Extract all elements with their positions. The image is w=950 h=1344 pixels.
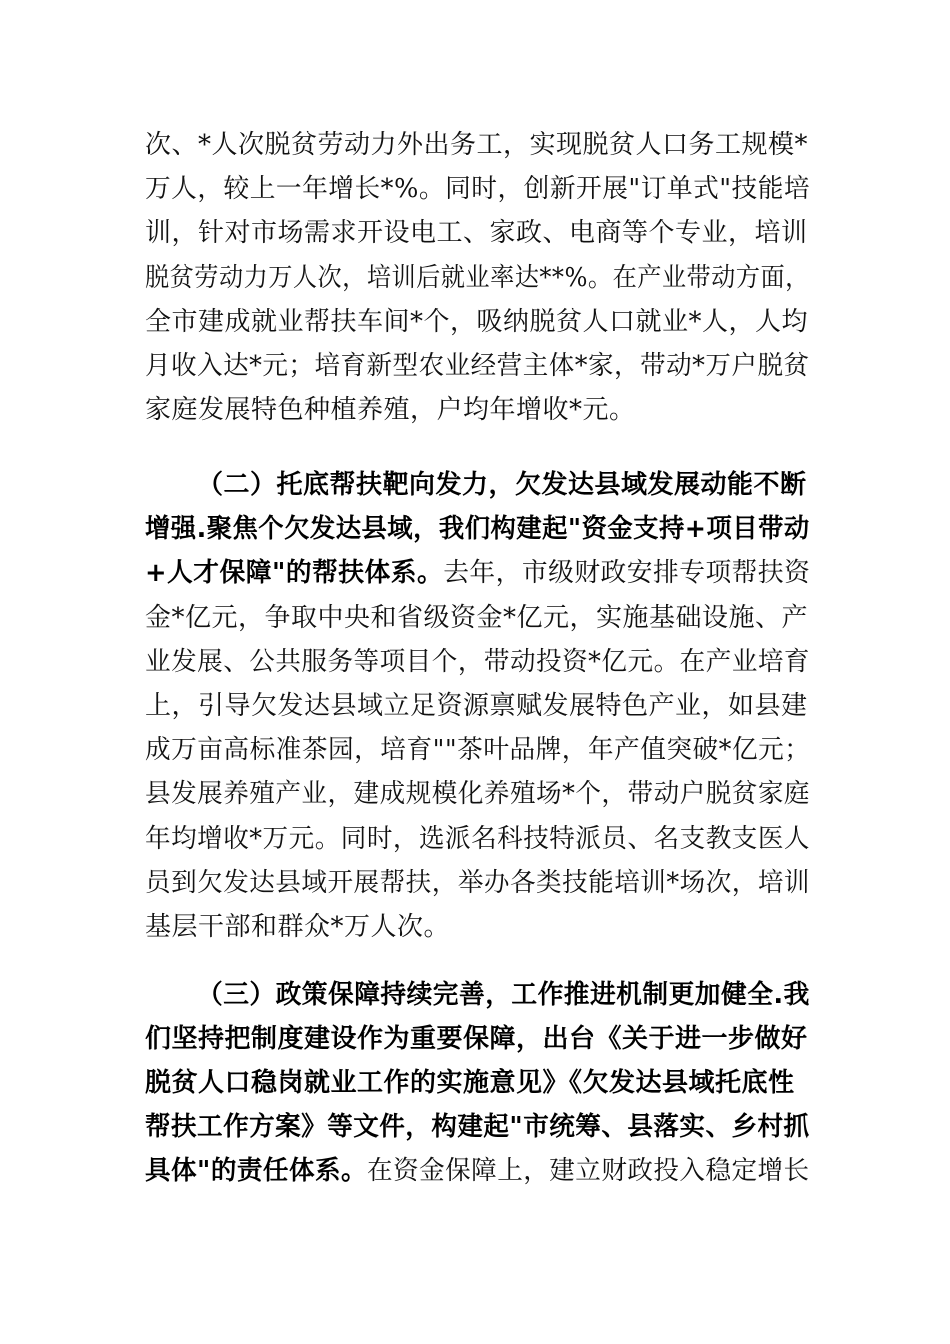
text-run: 员到欠发达县域开展帮扶，举办各类技能培训*场次，培训: [145, 867, 810, 898]
text-run: 脱贫劳动力万人次，培训后就业率达**%。在产业带动方面，: [145, 262, 810, 293]
text-run: 训，针对市场需求开设电工、家政、电商等个专业，培训: [145, 218, 808, 249]
text-line: [145, 346, 810, 386]
text-line: [145, 598, 808, 638]
text-line: [145, 509, 810, 549]
bold-text-run: 具体"的责任体系。: [145, 1156, 368, 1186]
text-run: 在资金保障上，建立财政投入稳定增长: [367, 1156, 810, 1186]
text-line: [145, 1151, 810, 1191]
text-line: [145, 258, 810, 298]
text-run: 全市建成就业帮扶车间*个，吸纳脱贫人口就业*人，人均: [145, 306, 809, 337]
text-line: [145, 169, 810, 209]
bold-text-run: +人才保障"的帮扶体系。: [145, 558, 444, 589]
bold-text-run: （二）托底帮扶靶向发力，欠发达县域发展动能不断: [197, 470, 807, 500]
text-line: [145, 774, 810, 814]
text-run: 业发展、公共服务等项目个，带动投资*亿元。在产业培育: [145, 646, 810, 677]
bold-text-run: 脱贫人口稳岗就业工作的实施意见》《欠发达县域托底性: [145, 1068, 795, 1098]
text-line: [145, 686, 808, 726]
text-run: 年均增收*万元。同时，选派名科技特派员、名支教支医人: [145, 823, 810, 854]
text-run: 县发展养殖产业，建成规模化养殖场*个，带动户脱贫家庭: [145, 779, 810, 810]
text-run: 次、*人次脱贫劳动力外出务工，实现脱贫人口务工规模*: [145, 130, 809, 160]
text-line: [145, 213, 808, 253]
text-run: 月收入达*元；培育新型农业经营主体*家，带动*万户脱贫: [145, 351, 810, 381]
text-line: [145, 907, 450, 947]
bold-text-run: 们坚持把制度建设作为重要保障，出台《关于进一步做好: [145, 1024, 808, 1054]
text-run: 家庭发展特色种植养殖，户均年增收*元。: [145, 395, 636, 426]
text-line: [145, 863, 810, 903]
text-run: 基层干部和群众*万人次。: [145, 912, 451, 942]
text-line: [145, 390, 636, 430]
text-line: [145, 1063, 795, 1103]
bold-text-run: 帮扶工作方案》等文件，构建起"市统筹、县落实、乡村抓: [145, 1112, 810, 1142]
text-run: 金*亿元，争取中央和省级资金*亿元，实施基础设施、产: [145, 602, 809, 633]
text-line: [197, 975, 810, 1015]
bold-text-run: （三）政策保障持续完善，工作推进机制更加健全.我: [197, 980, 810, 1010]
text-run: 去年，市级财政安排专项帮扶资: [443, 558, 811, 589]
text-run: 成万亩高标准茶园，培育""茶叶品牌，年产值突破*亿元；: [145, 735, 811, 766]
text-line: [145, 642, 810, 682]
text-line: [145, 1019, 808, 1059]
text-run: 万人，较上一年增长*%。同时，创新开展"订单式"技能培: [145, 174, 811, 205]
text-line: [145, 302, 808, 342]
text-line: [145, 125, 808, 165]
text-line: [145, 1107, 810, 1147]
text-line: [145, 553, 810, 593]
text-line: [145, 730, 810, 770]
text-line: [145, 819, 810, 859]
text-line: [197, 465, 807, 505]
text-run: 上，引导欠发达县域立足资源禀赋发展特色产业，如县建: [145, 691, 808, 721]
bold-text-run: 增强.聚焦个欠发达县域，我们构建起"资金支持+项目带动: [145, 514, 810, 545]
